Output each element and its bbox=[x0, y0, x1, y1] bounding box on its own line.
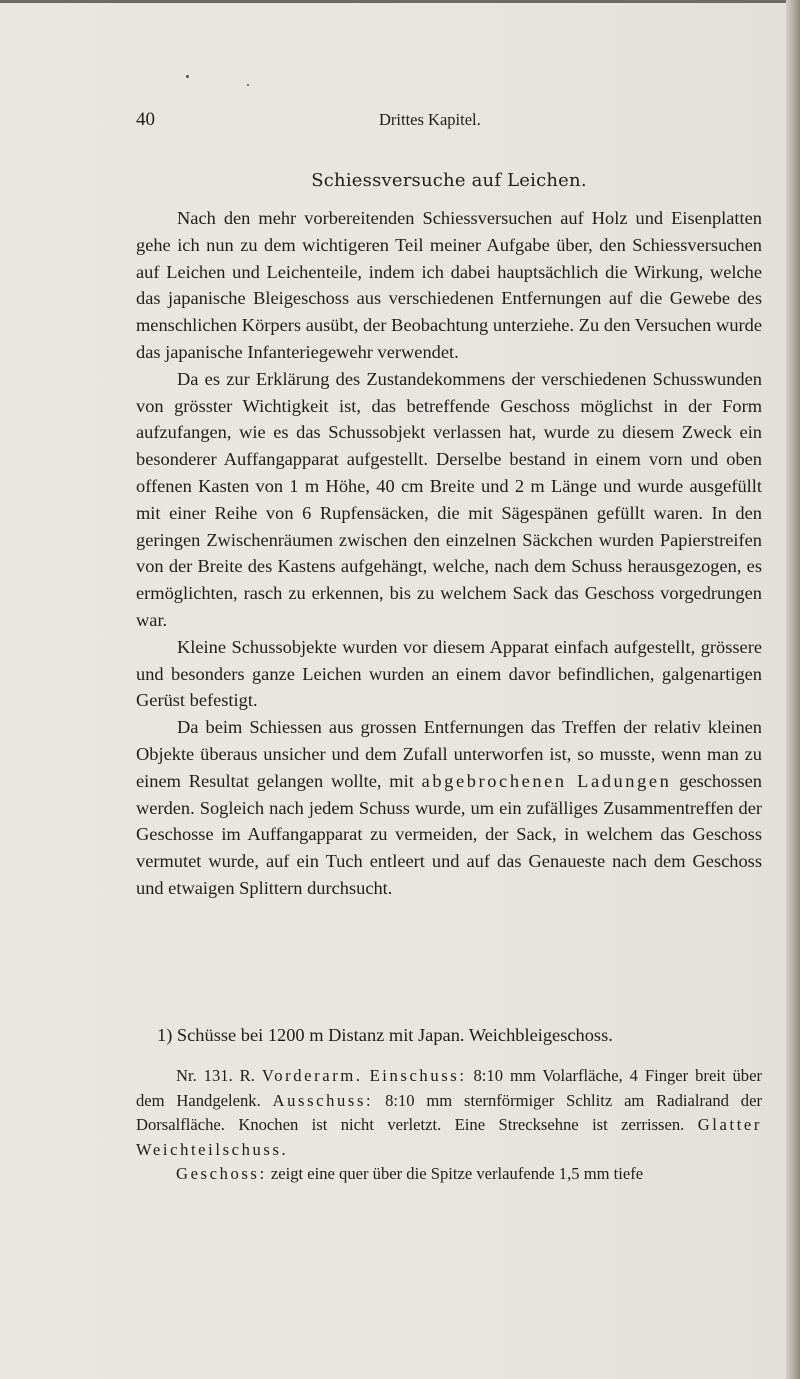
case-131-geschoss bbox=[136, 1162, 762, 1187]
case-section-heading: 1) Schüsse bei 1200 m Distanz mit Japan. Weichbleigeschoss. bbox=[157, 1025, 613, 1045]
paragraph-2: Da es zur Erklärung des Zustandekommens der verschiedenen Schusswunden von grösster Wichtigkeit ist, das betreffende Geschoss möglichst in der Form aufzufangen, wie es das Schussobjekt verlassen hat, wurde zu diesem Zweck ein besonderer Auffangapparat aufgestellt. Derselbe bestand in einem vorn und oben offenen Kasten von 1 m Höhe, 40 cm Breite und 2 m Länge und wurde ausgefüllt mit einer Reihe von 6 Rupfensäcken, die mit Sägespänen gefüllt waren. In den geringen Zwischenräumen zwischen den einzelnen Säckchen wurden Papierstreifen von der Breite des Kastens aufgehängt, welche, nach dem Schuss herausgezogen, es ermöglichten, rasch zu erkennen, bis zu welchem Sack das Geschoss vorgedrungen war. bbox=[136, 368, 762, 630]
page-header bbox=[136, 108, 762, 134]
case-report bbox=[136, 1064, 762, 1187]
spaced-emphasis: abgebrochenen Ladungen bbox=[421, 770, 672, 791]
paragraph-4-end: geschossen werden. Sogleich nach jedem Schuss wurde, um ein zufälliges Zusammentreffen der Geschosse im Auffangapparat zu vermeiden, der Sack, in welchem das Geschoss vermutet wurde, auf ein Tuch entleert und auf das Genaueste nach dem Geschoss und etwaigen Splittern durchsucht. bbox=[136, 770, 762, 898]
einschuss-text: 8:10 mm Volarfläche, 4 Finger breit über dem Handgelenk. bbox=[136, 1066, 762, 1110]
case-location: Vorderarm. bbox=[261, 1066, 363, 1085]
ink-speck bbox=[186, 75, 189, 78]
paragraph-1: Nach den mehr vorbereitenden Schiessversuchen auf Holz und Eisenplatten gehe ich nun zu dem wichtigeren Teil meiner Aufgabe über, den Schiessversuchen auf Leichen und Leichenteile, indem ich dabei hauptsächlich die Wirkung, welche das japanische Bleigeschoss aus verschiedenen Entfernungen auf die Gewebe des menschlichen Körpers ausübt, der Beobachtung unterziehe. Zu den Versuchen wurde das japanische Infanteriegewehr verwendet. bbox=[136, 208, 762, 362]
page-edge-shadow bbox=[786, 0, 800, 1379]
running-head: Drittes Kapitel. bbox=[379, 110, 481, 129]
page-number: 40 bbox=[136, 109, 155, 130]
case-diagnosis: Glatter Weichteilschuss. bbox=[136, 1115, 762, 1159]
geschoss-label: Geschoss: bbox=[176, 1164, 267, 1183]
paragraph-3: Kleine Schussobjekte wurden vor diesem Apparat einfach aufgestellt, grössere und besonders ganze Leichen wurden an einem davor befindlichen, galgenartigen Gerüst befestigt. bbox=[136, 636, 762, 711]
section-title: Schiessversuche auf Leichen. bbox=[311, 170, 587, 191]
ausschuss-text: 8:10 mm sternförmiger Schlitz am Radialrand der Dorsalfläche. Knochen ist nicht verletzt. Eine Strecksehne ist zerrissen. bbox=[136, 1090, 762, 1134]
case-number: Nr. 131. R. bbox=[176, 1066, 255, 1085]
case-131 bbox=[136, 1064, 762, 1162]
geschoss-text: zeigt eine quer über die Spitze verlaufende 1,5 mm tiefe bbox=[270, 1164, 644, 1183]
body-text bbox=[136, 205, 762, 902]
ausschuss-label: Ausschuss: bbox=[272, 1090, 374, 1110]
einschuss-label: Einschuss: bbox=[369, 1066, 467, 1085]
ink-speck bbox=[247, 84, 249, 86]
paragraph-4 bbox=[136, 714, 762, 902]
scan-top-border bbox=[0, 0, 800, 3]
paragraph-4-start: Da beim Schiessen aus grossen Entfernungen das Treffen der relativ kleinen Objekte überaus unsicher und dem Zufall unterworfen ist, so musste, wenn man zu einem Resultat gelangen wollte, mit bbox=[136, 717, 762, 791]
